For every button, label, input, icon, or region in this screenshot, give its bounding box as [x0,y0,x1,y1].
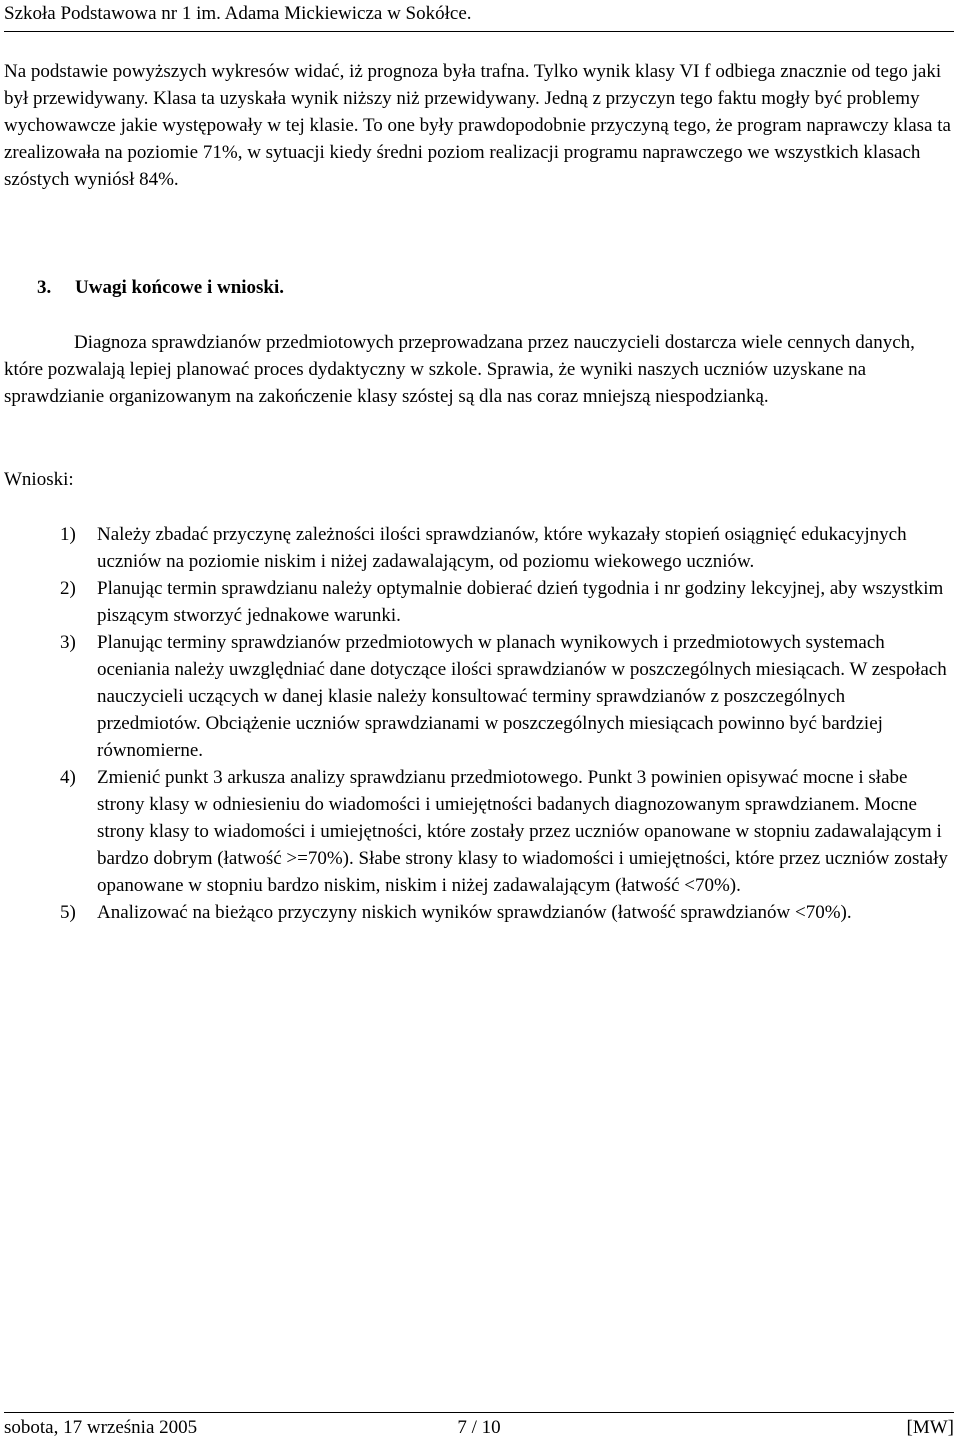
list-marker: 3) [60,632,76,653]
list-item-text: Planując terminy sprawdzianów przedmiotowych w planach wynikowych i przedmiotowych systemach oceniania należy uwzględniać dane dotyczące ilości sprawdzianów w poszczególnych miesiącach. W zespołach nauczycieli uczących w danej klasie należy konsultować terminy sprawdzianów z poszczególnych przedmiotów. Obciążenie uczniów sprawdzianami w poszczególnych miesiącach powinno być bardziej równomierne. [97,632,947,761]
list-item-text: Planując termin sprawdzianu należy optymalnie dobierać dzień tygodnia i nr godziny lekcyjnej, aby wszystkim piszącym stworzyć jednakowe warunki. [97,578,944,626]
page-footer [4,1412,954,1438]
list-marker: 2) [60,578,76,599]
list-marker: 1) [60,524,76,545]
section-heading [37,274,284,301]
list-marker: 5) [60,902,76,923]
list-item-text: Należy zbadać przyczynę zależności ilości sprawdzianów, które wykazały stopień osiągnięć edukacyjnych uczniów na poziomie niskim i niżej zadawalającym, od poziomu wiekowego uczniów. [97,524,907,572]
section-number: 3. [37,277,52,298]
list-item [60,764,950,899]
section-title: Uwagi końcowe i wnioski. [75,277,285,298]
paragraph-forecast: Na podstawie powyższych wykresów widać, iż prognoza była trafna. Tylko wynik klasy VI f odbiega znacznie od tego jaki był przewidywany. Klasa ta uzyskała wynik niższy niż przewidywany. Jedną z przyczyn tego faktu mogły być problemy wychowawcze jakie występowały w tej klasie. To one były prawdopodobnie przyczyną tego, że program naprawczy klasa ta zrealizowała na poziomie 71%, w sytuacji kiedy średni poziom realizacji programu naprawczego we wszystkich klasach szóstych wyniósł 84%. [4,61,951,190]
list-marker: 4) [60,767,76,788]
list-item [60,629,950,764]
header-title: Szkoła Podstawowa nr 1 im. Adama Mickiewicza w Sokółce. [4,3,472,24]
page-header [4,3,954,32]
footer-date: sobota, 17 września 2005 [4,1417,198,1438]
list-item [60,899,950,926]
list-item [60,575,950,629]
conclusions-list [60,521,950,926]
paragraph-diagnosis: Diagnoza sprawdzianów przedmiotowych przeprowadzana przez nauczycieli dostarcza wiele cennych danych, które pozwalają lepiej planować proces dydaktyczny w szkole. Sprawia, że wyniki naszych uczniów uzyskane na sprawdzianie organizowanym na zakończenie klasy szóstej są dla nas coraz mniejszą niespodzianką. [4,332,915,407]
footer-page-number: 7 / 10 [457,1417,501,1438]
list-item-text: Analizować na bieżąco przyczyny niskich wyników sprawdzianów (łatwość sprawdzianów <70%). [97,902,852,923]
list-item [60,521,950,575]
conclusions-label: Wnioski: [4,469,74,490]
footer-author: [MW] [906,1417,954,1438]
list-item-text: Zmienić punkt 3 arkusza analizy sprawdzianu przedmiotowego. Punkt 3 powinien opisywać mocne i słabe strony klasy w odniesieniu do wiadomości i umiejętności badanych diagnozowanym sprawdzianem. Mocne strony klasy to wiadomości i umiejętności, które zostały przez uczniów opanowane w stopniu zadawalającym i bardzo dobrym (łatwość >=70%). Słabe strony klasy to wiadomości i umiejętności, które przez uczniów zostały opanowane w stopniu bardzo niskim, niskim i niżej zadawalającym (łatwość <70%). [97,767,948,896]
